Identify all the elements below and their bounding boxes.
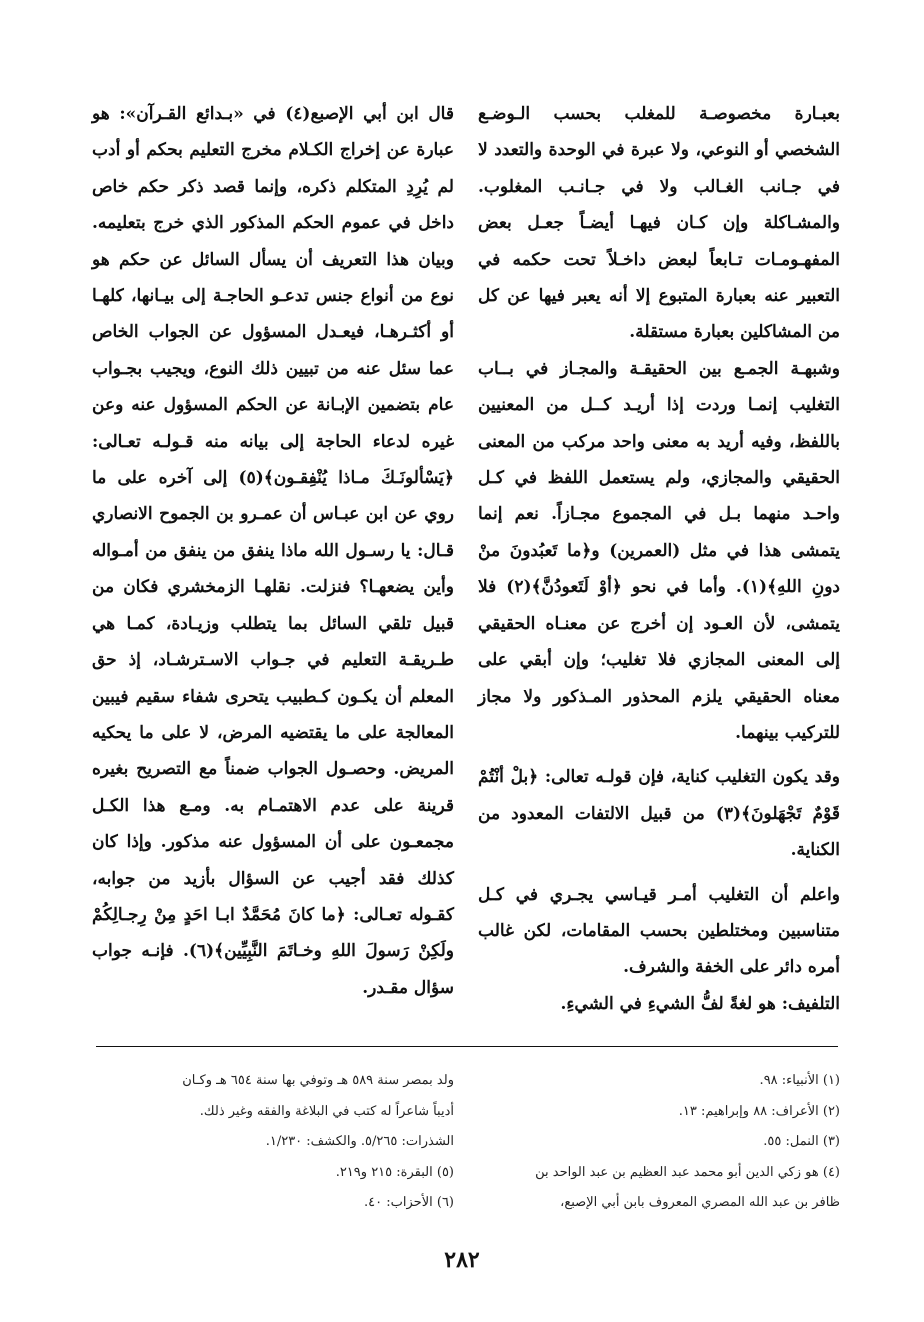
paragraph-kinaya: وقد يكون التغليب كناية، فإن قولـه تعالى: ﴿بلْ أنْتُمْ قَوْمٌ تَجْهَلونَ﴾(٣) من قبيل الالتفات المعدود من الكناية. (478, 767, 840, 861)
footnote-4: (٤) هو زكي الدين أبو محمد عبد العظيم بن عبد الواحد بن (535, 1164, 840, 1180)
footnote-6: (٦) الأحزاب: ٤٠. (364, 1195, 454, 1210)
paragraph-ibn-abi-al-isba: قال ابن أبي الإصبع(٤) في «بـدائع القـرآن»: هو عبارة عن إخراج الكـلام مخرج التعليم بحكم أو أدب لم يُرِدِ المتكلم ذكره، وإنما قصد ذكر حكم خاص داخل في عموم الحكم المذكور الذي خرج بتعليمه. وبيان هذا التعريف أن يسأل السائل عن حكم هو نوع من أنواع جنس تدعـو الحاجـة إلى بيـانها، كلهـا أو أكثـرهـا، فيعـدل المسؤول عن الجواب الخاص عما سئل عنه من تبيين ذلك النوع، ويجيب بجـواب عام بتضمين الإبـانة عن الحكم المسؤول عنه وعن غيره لدعاء الحاجة إلى بيانه منه قـولـه تعـالى: ﴿يَسْألونَـكَ مـاذا يُنْفِقـون﴾(٥) إلى آخره على ما روي عن ابن عبـاس أن عمـرو بن الجموح الانصاري قـال: يا رسـول الله ماذا ينفق من ينفق من أمـواله وأين يضعهـا؟ فنزلت. نقلهـا الزمخشري فكان من قبيل تلقي السائل بما يتطلب وزيـادة، كمـا هي طـريقـة التعليم في جـواب الاسـترشـاد، إذ حق المعلم أن يكـون كـطبيب يتحرى شفاء سقيم فيبين المعالجة على ما يقتضيه المرض، لا على ما يحكيه المريض. وحصـول الجواب ضمناً مع التصريح بغيره قرينة على عدم الاهتمـام به. ومـع هذا الكـل مجمعـون على أن المسؤول عنه مذكور. وإذا كان كذلك فقد أجيب عن السؤال بأزيد من جوابه، كقـوله تعـالى: ﴿ما كانَ مُحَمَّدٌ ابـا احَدٍ مِنْ رِجـالِكُمْ ولَكِنْ رَسولَ اللهِ وخـاتَمَ النَّبِيِّين﴾(٦). فإنـه جواب سؤال مقـدر. (92, 104, 454, 998)
paragraph-talfif-definition: التلفيف: هو لغةً لفُّ الشيءِ في الشيءِ. (560, 993, 840, 1014)
paragraph-haqiqa-majaz: وشبهـة الجمـع بين الحقيقـة والمجـاز في بــاب التغليب إنمـا وردت إذا أريـد كــل من المعنيين باللفظ، وفيه أريد به معنى واحد مركب من المعنى الحقيقي والمجازي، ولم يستعمل اللفظ في كـل واحـد منهما بـل في المجموع مجـازاً. نعم إنما يتمشى هذا في مثل (العمرين) و﴿ما تَعبُدونَ منْ دونِ اللهِ﴾(١). وأما في نحو ﴿أوْ لَتَعودُنَّ﴾(٢) فلا يتمشى، لأن العـود إن أخرج عن معنـاه الحقيقي إلى المعنى المجازي فلا تغليب؛ وإن أبقي على معناه الحقيقي يلزم المحذور المـذكور ولا مجاز للتركيب بينهما. (478, 358, 840, 743)
footnote-2: (٢) الأعراف: ٨٨ وإبراهيم: ١٣. (678, 1103, 840, 1119)
footnote-5: (٥) البقرة: ٢١٥ و٢١٩. (335, 1164, 454, 1180)
footnote-4-continued-3: أديباً شاعراً له كتب في البلاغة والفقه وغير ذلك. (199, 1103, 454, 1119)
footnote-4-continued-2: ولد بمصر سنة ٥٨٩ هـ وتوفي بها سنة ٦٥٤ هـ وكـان (182, 1073, 454, 1088)
footnote-4-continued: ظافر بن عبد الله المصري المعروف بابن أبي الإصبع، (560, 1195, 840, 1210)
footnote-4-sources: الشذرات: ٥/٢٦٥. والكشف: ١/٢٣٠. (265, 1134, 454, 1149)
footnotes-left (98, 1066, 454, 1219)
paragraph-taghlib-conditions: بعبـارة مخصوصـة للمغلب بحسب الـوضـع الشخصي أو النوعي، ولا عبرة في الوحدة والتعدد لا في جـانب الغـالب ولا في جـانـب المغلوب. والمشـاكلة وإن كـان فيهـا أيضـاً جعـل بعض المفهـومـات تـابعاً لبعض داخـلاً تحت حكمه في التعبير عنه بعبارة المتبوع إلا أنه يعبر فيها عن كل من المشاكلين بعبارة مستقلة. (478, 104, 840, 343)
right-text-column (478, 96, 840, 1022)
footnotes-right (484, 1066, 840, 1219)
left-text-column (92, 96, 454, 1006)
paragraph-qiyasi: واعلم أن التغليب أمـر قيـاسي يجـري في كـل متناسبين ومختلطين بحسب المقامات، لكن غالب أمره دائر على الخفة والشرف. (478, 884, 840, 978)
footnote-3: (٣) النمل: ٥٥. (763, 1134, 840, 1149)
footnote-1: (١) الأنبياء: ٩٨. (759, 1073, 840, 1088)
footnote-divider (96, 1046, 838, 1047)
page-number: ٢٨٢ (444, 1247, 480, 1273)
